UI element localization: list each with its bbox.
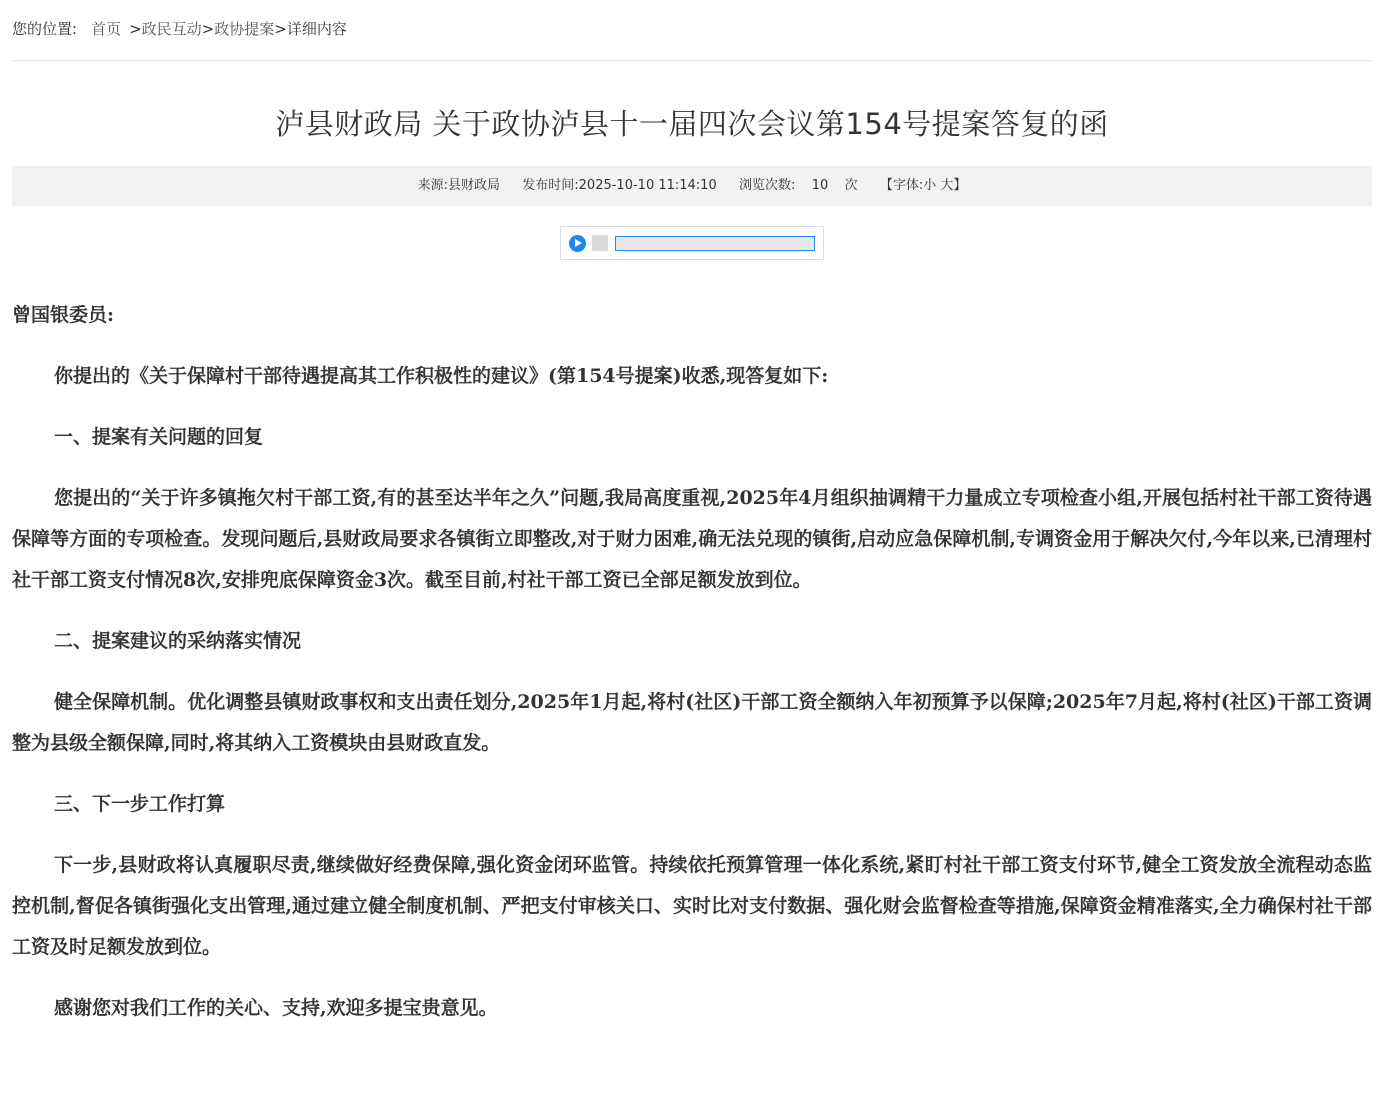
breadcrumb-separator: > bbox=[201, 20, 215, 38]
audio-player bbox=[560, 226, 824, 260]
article-salutation: 曾国银委员: bbox=[12, 304, 115, 326]
article-paragraph: 健全保障机制。优化调整县镇财政事权和支出责任划分,2025年1月起,将村(社区)干部工资全额纳入年初预算予以保障;2025年7月起,将村(社区)干部工资调整为县级全额保障,同时,将其纳入工资模块由县财政直发。 bbox=[12, 691, 1372, 754]
stop-icon[interactable] bbox=[592, 235, 608, 251]
article-body bbox=[12, 295, 1372, 1029]
article-paragraph: 您提出的“关于许多镇拖欠村干部工资,有的甚至达半年之久”问题,我局高度重视,2025年4月组织抽调精干力量成立专项检查小组,开展包括村社干部工资待遇保障等方面的专项检查。发现问题后,县财政局要求各镇街立即整改,对于财力困难,确无法兑现的镇街,启动应急保障机制,专调资金用于解决欠付,今年以来,已清理村社干部工资支付情况8次,安排兜底保障资金3次。截至目前,村社干部工资已全部足额发放到位。 bbox=[12, 487, 1372, 591]
page bbox=[12, 0, 1372, 1029]
article-paragraph: 你提出的《关于保障村干部待遇提高其工作积极性的建议》(第154号提案)收悉,现答复如下: bbox=[54, 365, 829, 387]
breadcrumb-separator: > bbox=[274, 20, 287, 38]
article-views-label: 浏览次数: bbox=[739, 178, 796, 193]
breadcrumb-link-interaction[interactable]: 政民互动 bbox=[141, 20, 202, 38]
audio-player-wrap bbox=[12, 226, 1372, 262]
breadcrumb-home-link[interactable]: 首页 bbox=[91, 20, 122, 38]
play-icon[interactable] bbox=[569, 235, 586, 252]
audio-progress-bar[interactable] bbox=[615, 236, 815, 251]
breadcrumb bbox=[12, 0, 1372, 61]
breadcrumb-separator: > bbox=[129, 20, 142, 38]
font-size-large-button[interactable]: 大 bbox=[940, 178, 954, 193]
font-size-small-button[interactable]: 小 bbox=[923, 178, 937, 193]
font-size-label: 【字体: bbox=[879, 178, 924, 193]
breadcrumb-current: 详细内容 bbox=[286, 20, 347, 38]
article-publish-time: 发布时间:2025-10-10 11:14:10 bbox=[522, 178, 717, 193]
font-size-close-bracket: 】 bbox=[953, 178, 967, 193]
article-paragraph: 下一步,县财政将认真履职尽责,继续做好经费保障,强化资金闭环监管。持续依托预算管理一体化系统,紧盯村社干部工资支付环节,健全工资发放全流程动态监控机制,督促各镇街强化支出管理,通过建立健全制度机制、严把支付审核关口、实时比对支付数据、强化财会监督检查等措施,保障资金精准落实,全力确保村社干部工资及时足额发放到位。 bbox=[12, 854, 1372, 958]
article-section-heading: 三、下一步工作打算 bbox=[54, 793, 226, 815]
article-views-unit: 次 bbox=[844, 178, 858, 193]
page-title: 泸县财政局 关于政协泸县十一届四次会议第154号提案答复的函 bbox=[275, 107, 1109, 141]
breadcrumb-link-proposals[interactable]: 政协提案 bbox=[214, 20, 275, 38]
article-info-bar bbox=[12, 166, 1372, 206]
article-section-heading: 一、提案有关问题的回复 bbox=[54, 426, 264, 448]
article-closing: 感谢您对我们工作的关心、支持,欢迎多提宝贵意见。 bbox=[54, 997, 498, 1019]
font-size-control bbox=[880, 166, 967, 206]
breadcrumb-prefix: 您的位置: bbox=[12, 20, 78, 38]
article-section-heading: 二、提案建议的采纳落实情况 bbox=[54, 630, 302, 652]
article-views-count: 10 bbox=[811, 178, 829, 193]
article-source: 来源:县财政局 bbox=[417, 178, 500, 193]
